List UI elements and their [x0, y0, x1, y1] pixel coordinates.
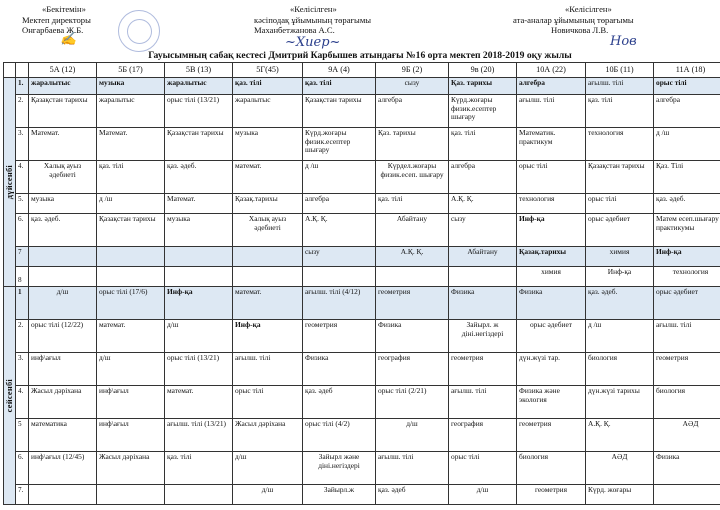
lesson-cell: [376, 267, 449, 287]
lesson-cell: ағылш. тілі: [517, 95, 586, 128]
lesson-cell: орыс тілі (4/2): [303, 419, 376, 452]
approval-caption: «Келісілген»: [565, 4, 612, 14]
lesson-cell: [29, 485, 97, 505]
monday-lesson-3: [4, 128, 720, 161]
lesson-cell: математика: [29, 419, 97, 452]
lesson-cell: Күрдел.жоғары физик.есеп. шығару: [376, 161, 449, 194]
approval-caption: «Келісілген»: [290, 4, 337, 14]
lesson-cell: жаралытыс: [97, 95, 165, 128]
lesson-cell: математ.: [233, 287, 303, 320]
lesson-cell: А.Қ. Қ.: [449, 194, 517, 214]
lesson-cell: қаз. әдеб.: [29, 214, 97, 247]
lesson-cell: д/ш: [165, 320, 233, 353]
lesson-cell: орыс әдебиет: [517, 320, 586, 353]
lesson-cell: д/ш: [97, 353, 165, 386]
lesson-number: 2.: [16, 95, 29, 128]
lesson-cell: орыс тілі: [233, 386, 303, 419]
lesson-cell: Физика: [654, 452, 720, 485]
lesson-cell: Зайырл.ж: [303, 485, 376, 505]
lesson-cell: Физика және экология: [517, 386, 586, 419]
approval-role: кәсіподақ ұйымының төрағымы: [254, 14, 372, 25]
lesson-cell: ағылш. тілі: [449, 386, 517, 419]
tuesday-lesson-1: [4, 287, 720, 320]
lesson-cell: орыс тілі (13/21): [165, 353, 233, 386]
lesson-cell: Күрд.жоғары физик.есептер шығару: [449, 95, 517, 128]
lesson-cell: геометрия: [376, 287, 449, 320]
lesson-cell: сызу: [376, 78, 449, 95]
lesson-number: 1.: [16, 78, 29, 95]
lesson-cell: алгебра: [376, 95, 449, 128]
lesson-cell: [303, 267, 376, 287]
lesson-cell: Қазақ.тарихы: [233, 194, 303, 214]
lesson-cell: геометрия: [654, 353, 720, 386]
lesson-cell: биология: [654, 386, 720, 419]
approval-name: Маханбетжанова А.С.: [254, 25, 335, 35]
class-header: 5Г(45): [233, 63, 303, 78]
lesson-cell: д /ш: [654, 128, 720, 161]
lesson-cell: орыс тілі (2/21): [376, 386, 449, 419]
lesson-cell: Инф-қа: [654, 247, 720, 267]
lesson-cell: музыка: [233, 128, 303, 161]
lesson-cell: ағылш. тілі: [376, 452, 449, 485]
lesson-cell: Математ.: [165, 194, 233, 214]
lesson-cell: Физика: [517, 287, 586, 320]
lesson-cell: Физика: [376, 320, 449, 353]
approvals-header: [0, 4, 720, 48]
lesson-cell: инф\ағыл: [97, 386, 165, 419]
approval-name: Онгарбаева Ж.Б.: [22, 25, 84, 35]
lesson-cell: д/ш: [233, 452, 303, 485]
class-header: 10А (22): [517, 63, 586, 78]
lesson-cell: д /ш: [303, 161, 376, 194]
lesson-cell: Математ.: [97, 128, 165, 161]
lesson-cell: жаралытыс: [29, 78, 97, 95]
lesson-cell: геометрия: [517, 485, 586, 505]
lesson-cell: Күрд. жоғары: [586, 485, 654, 505]
lesson-cell: ағылш. тілі (4/12): [303, 287, 376, 320]
lesson-cell: химия: [517, 267, 586, 287]
lesson-number: 8: [16, 267, 29, 287]
lesson-cell: Қаз. тарихы: [449, 78, 517, 95]
lesson-number: 2.: [16, 320, 29, 353]
lesson-cell: орыс тілі (12/22): [29, 320, 97, 353]
lesson-cell: А.Қ. Қ.: [376, 247, 449, 267]
lesson-cell: алгебра: [449, 161, 517, 194]
lesson-cell: Абайтану: [449, 247, 517, 267]
lesson-cell: Қаз. Тілі: [654, 161, 720, 194]
lesson-cell: [165, 485, 233, 505]
lesson-cell: биология: [517, 452, 586, 485]
lesson-cell: Инф-қа: [165, 287, 233, 320]
lesson-cell: [233, 247, 303, 267]
signature-union: ~Хиер~: [285, 35, 341, 50]
lesson-cell: д/ш: [449, 485, 517, 505]
lesson-cell: технология: [586, 128, 654, 161]
lesson-cell: орыс тілі: [449, 452, 517, 485]
lesson-cell: математ.: [233, 161, 303, 194]
lesson-cell: Инф-қа: [517, 214, 586, 247]
lesson-cell: Матем есеп.шығару практикумы: [654, 214, 720, 247]
lesson-cell: д/ш: [376, 419, 449, 452]
lesson-number: 6.: [16, 214, 29, 247]
lesson-cell: Жасыл дәрiхана: [233, 419, 303, 452]
lesson-cell: Күрд.жоғары физик.есептер шығару: [303, 128, 376, 161]
lesson-cell: география: [449, 419, 517, 452]
lesson-cell: [97, 267, 165, 287]
class-header: 10Б (11): [586, 63, 654, 78]
lesson-cell: орыс тілі (13/21): [165, 95, 233, 128]
class-header: 9А (4): [303, 63, 376, 78]
lesson-cell: орыс тілі (17/6): [97, 287, 165, 320]
lesson-cell: жаралытыс: [233, 95, 303, 128]
class-header: 9в (20): [449, 63, 517, 78]
day-label-monday: дүйсенбі: [4, 78, 16, 287]
lesson-cell: музыка: [29, 194, 97, 214]
tuesday-lesson-6: [4, 452, 720, 485]
lesson-cell: [449, 267, 517, 287]
lesson-cell: Қазақ.тарихы: [517, 247, 586, 267]
approval-caption: «Бекітемін»: [42, 4, 86, 14]
lesson-number: 6.: [16, 452, 29, 485]
lesson-cell: дүн.жүзі тар.: [517, 353, 586, 386]
lesson-cell: Инф-қа: [233, 320, 303, 353]
lesson-cell: геометрия: [517, 419, 586, 452]
signature-director: ✍: [60, 32, 77, 47]
corner-cell: [16, 63, 29, 78]
corner-cell: [4, 63, 16, 78]
lesson-cell: қаз. тілі: [233, 78, 303, 95]
lesson-cell: [165, 267, 233, 287]
lesson-cell: Математик. практикум: [517, 128, 586, 161]
approval-union: [254, 4, 371, 36]
lesson-cell: алгебра: [654, 95, 720, 128]
lesson-cell: сызу: [449, 214, 517, 247]
lesson-cell: Зайырл және діні.негіздері: [303, 452, 376, 485]
lesson-cell: қаз. тілі: [303, 78, 376, 95]
lesson-cell: Қазақстан тарихы: [586, 161, 654, 194]
lesson-cell: Жасыл дәрiхана: [29, 386, 97, 419]
lesson-number: 7.: [16, 485, 29, 505]
lesson-cell: АӘД: [586, 452, 654, 485]
lesson-cell: география: [376, 353, 449, 386]
lesson-cell: химия: [586, 247, 654, 267]
class-header: 9Б (2): [376, 63, 449, 78]
tuesday-lesson-4: [4, 386, 720, 419]
class-header: 5А (12): [29, 63, 97, 78]
class-header: 5Б (17): [97, 63, 165, 78]
lesson-cell: геометрия: [449, 353, 517, 386]
monday-lesson-6: [4, 214, 720, 247]
lesson-cell: [29, 267, 97, 287]
page-title: Гауысымның сабақ кестесі Дмитрий Карбышев атындағы №16 орта мектеп 2018-2019 оқу жылы: [148, 50, 572, 61]
approval-role: Мектеп директоры: [22, 14, 91, 25]
approval-director: [22, 4, 91, 36]
lesson-cell: орыс тілі: [654, 78, 720, 95]
lesson-cell: Қазақстан тарихы: [165, 128, 233, 161]
lesson-cell: биология: [586, 353, 654, 386]
lesson-cell: инф\ағыл: [29, 353, 97, 386]
lesson-cell: сызу: [303, 247, 376, 267]
lesson-cell: ағылш. тілі: [654, 320, 720, 353]
schedule-table: [3, 62, 717, 508]
lesson-cell: [165, 247, 233, 267]
lesson-cell: қаз. әдеб.: [586, 287, 654, 320]
tuesday-lesson-5: [4, 419, 720, 452]
lesson-cell: ағылш. тілі (13/21): [165, 419, 233, 452]
lesson-cell: орыс әдебиет: [654, 287, 720, 320]
approval-parents: [513, 4, 634, 36]
official-stamp: [118, 10, 160, 52]
lesson-cell: геометрия: [303, 320, 376, 353]
lesson-cell: [654, 485, 720, 505]
lesson-cell: қаз. әдеб.: [654, 194, 720, 214]
lesson-cell: Математ.: [29, 128, 97, 161]
approval-role: ата-аналар ұйымының төрағымы: [513, 14, 634, 25]
lesson-cell: музыка: [165, 214, 233, 247]
class-header: 11А (18): [654, 63, 720, 78]
lesson-cell: [29, 247, 97, 267]
monday-lesson-2: [4, 95, 720, 128]
lesson-cell: қаз. тілі: [97, 161, 165, 194]
lesson-cell: д /ш: [97, 194, 165, 214]
lesson-cell: музыка: [97, 78, 165, 95]
monday-lesson-7: [4, 247, 720, 267]
lesson-number: 4.: [16, 386, 29, 419]
lesson-cell: математ.: [97, 320, 165, 353]
lesson-cell: [97, 247, 165, 267]
lesson-cell: қаз. тілі: [586, 95, 654, 128]
lesson-cell: дүн.жүзі тарихы: [586, 386, 654, 419]
lesson-cell: Қазақстан тарихы: [29, 95, 97, 128]
lesson-cell: алгебра: [303, 194, 376, 214]
lesson-cell: математ.: [165, 386, 233, 419]
tuesday-lesson-2: [4, 320, 720, 353]
lesson-cell: орыс тілі: [517, 161, 586, 194]
lesson-cell: Зайырл. ж діні.негіздері: [449, 320, 517, 353]
lesson-cell: Физика: [449, 287, 517, 320]
lesson-number: 5: [16, 419, 29, 452]
lesson-cell: технология: [517, 194, 586, 214]
lesson-cell: д/ш: [233, 485, 303, 505]
lesson-cell: д /ш: [586, 320, 654, 353]
lesson-cell: Физика: [303, 353, 376, 386]
class-header: 5В (13): [165, 63, 233, 78]
signature-parents: Нов: [610, 34, 637, 49]
lesson-cell: қаз. әдеб: [303, 386, 376, 419]
lesson-cell: орыс тілі: [586, 194, 654, 214]
lesson-number: 5.: [16, 194, 29, 214]
lesson-cell: А.Қ. Қ.: [303, 214, 376, 247]
lesson-cell: қаз. әдеб.: [165, 161, 233, 194]
lesson-cell: ағылш. тілі: [233, 353, 303, 386]
day-label-tuesday: сейсенбі: [4, 287, 16, 505]
tuesday-lesson-3: [4, 353, 720, 386]
lesson-cell: Халық ауыз әдебиеті: [29, 161, 97, 194]
lesson-cell: орыс әдебиет: [586, 214, 654, 247]
header-row: [4, 63, 720, 78]
lesson-cell: [233, 267, 303, 287]
lesson-cell: д/ш: [29, 287, 97, 320]
lesson-number: 3.: [16, 353, 29, 386]
lesson-cell: қаз. тілі: [449, 128, 517, 161]
lesson-number: 4.: [16, 161, 29, 194]
monday-lesson-5: [4, 194, 720, 214]
tuesday-lesson-7: [4, 485, 720, 505]
lesson-cell: ағылш. тілі: [586, 78, 654, 95]
lesson-cell: АӘД: [654, 419, 720, 452]
lesson-cell: қаз. тілі: [376, 194, 449, 214]
lesson-cell: Қазақстан тарихы: [303, 95, 376, 128]
lesson-cell: технология: [654, 267, 720, 287]
lesson-cell: қаз. әдеб: [376, 485, 449, 505]
lesson-cell: Халық ауыз әдебиеті: [233, 214, 303, 247]
lesson-cell: Қаз. тарихы: [376, 128, 449, 161]
lesson-cell: Қазақстан тарихы: [97, 214, 165, 247]
lesson-cell: инф\ағыл: [97, 419, 165, 452]
lesson-cell: қаз. тілі: [165, 452, 233, 485]
lesson-cell: Абайтану: [376, 214, 449, 247]
lesson-cell: [97, 485, 165, 505]
monday-lesson-4: [4, 161, 720, 194]
lesson-cell: Жасыл дәрiхана: [97, 452, 165, 485]
monday-lesson-1: [4, 78, 720, 95]
lesson-cell: алгебра: [517, 78, 586, 95]
lesson-cell: инф\ағыл (12/45): [29, 452, 97, 485]
monday-lesson-8: [4, 267, 720, 287]
lesson-cell: А.Қ. Қ.: [586, 419, 654, 452]
lesson-cell: жаралытыс: [165, 78, 233, 95]
lesson-number: 7: [16, 247, 29, 267]
lesson-number: 3.: [16, 128, 29, 161]
approval-name: Новичкова Л.В.: [551, 25, 609, 35]
lesson-cell: Инф-қа: [586, 267, 654, 287]
lesson-number: 1: [16, 287, 29, 320]
